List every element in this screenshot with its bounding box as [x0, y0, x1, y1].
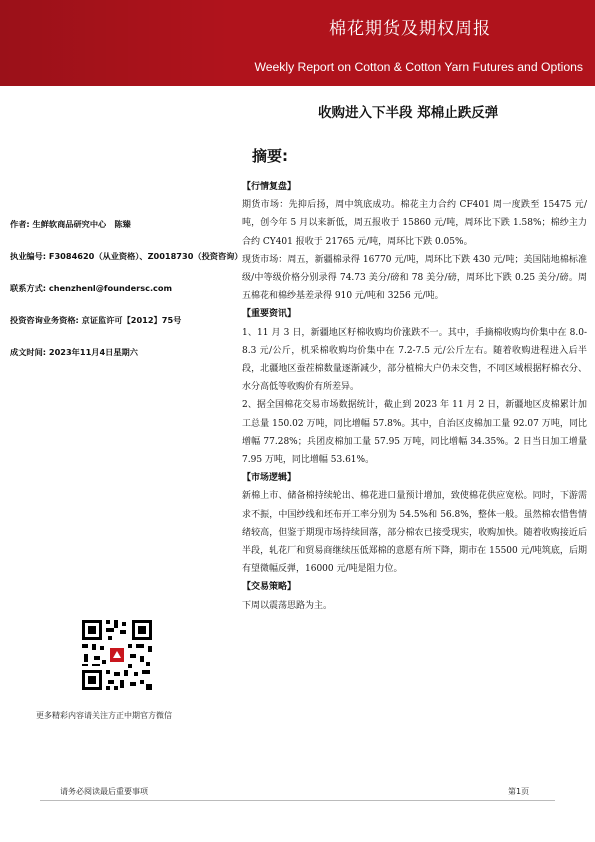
paragraph-trading-strategy: 下周以震荡思路为主。 [242, 600, 333, 611]
date-line: 成文时间: 2023年11月4日星期六 [10, 347, 138, 357]
footer-divider [40, 800, 555, 801]
license-line: 执业编号: F3084620（从业资格）、Z0018730（投资咨询） [10, 251, 243, 261]
qr-code-icon [80, 618, 154, 692]
qualification-line: 投资咨询业务资格: 京证监许可【2012】75号 [10, 315, 182, 325]
paragraph-market-logic: 新棉上市、储备棉持续轮出、棉花进口量预计增加，致使棉花供应宽松。同时，下游需求不振，中国纱线和坯布开工率分别为 54.5%和 56.8%，整体一般。虽然棉农惜售情绪较高，但鉴于期现市场持续回落，部分棉农已接受现实，收购加快。随着收购接近后半段，轧花厂和贸易商继续压低郑棉的意愿有所下降，期市在 15500 元/吨筑底，后期有望微幅反弹，16000 元/吨是阻力位。 [242, 491, 587, 575]
summary-heading: 摘要: [252, 147, 288, 165]
section-heading-market-review: 【行情复盘】 [242, 182, 297, 192]
section-heading-key-news: 【重要资讯】 [242, 309, 297, 320]
paragraph-spot-market: 现货市场：周五，新疆棉录得 16770 元/吨，周环比下跌 430 元/吨；美国陆地棉标准级/中等级价格分别录得 74.73 美分/磅和 78 美分/磅，周环比下跌 0.25 美分/磅。周五棉花和棉纱基差录得 910 元/吨和 3256 元/吨。 [242, 254, 587, 302]
paragraph-futures-market: 期货市场：先抑后扬，周中筑底成功。棉花主力合约 CF401 周一度跌至 15475 元/吨，创今年 5 月以来新低，周五报收于 15860 元/吨，周环比下跌 1.58%；棉纱主力合约 CY401 报收于 21765 元/吨，周环比下跌 0.05%。 [242, 200, 587, 247]
report-series-subtitle: Weekly Report on Cotton & Cotton Yarn Futures and Options [254, 60, 583, 74]
banner-shade [0, 0, 230, 86]
section-heading-market-logic: 【市场逻辑】 [242, 473, 297, 484]
footer-disclaimer: 请务必阅读最后重要事项 [60, 787, 148, 796]
header-banner [0, 0, 595, 86]
contact-line: 联系方式: chenzhenl@foundersc.com [10, 283, 173, 293]
paragraph-news-1: 1、11 月 3 日，新疆地区籽棉收购均价涨跌不一。其中，手摘棉收购均价集中在 8.0-8.3 元/公斤，机采棉收购均价集中在 7.2-7.5 元/公斤左右。随着收购进程进入后半段，北疆地区蚕茬棉数量逐渐减少，部分植棉大户仍未交售，不同区域根据籽棉衣分、水分高低等收购价有所差异。 [242, 327, 587, 393]
qr-caption: 更多精彩内容请关注方正中期官方微信 [36, 711, 172, 720]
report-title: 收购进入下半段 郑棉止跌反弹 [318, 105, 499, 121]
paragraph-news-2: 2、据全国棉花交易市场数据统计，截止到 2023 年 11 月 2 日，新疆地区皮棉累计加工总量 150.02 万吨，同比增幅 57.8%。其中，自治区皮棉加工量 92.07 万吨，同比增幅 77.28%；兵团皮棉加工量 57.95 万吨，同比增幅 34.35%。2 日当日加工增量 7.95 万吨，同比增幅 53.61%。 [242, 400, 587, 466]
report-series-title: 棉花期货及期权周报 [329, 19, 491, 39]
section-heading-trading-strategy: 【交易策略】 [242, 582, 297, 593]
author-line: 作者: 生鲜软商品研究中心 陈臻 [10, 219, 131, 229]
summary-body [242, 178, 587, 615]
wechat-qr-code [80, 618, 154, 692]
footer-page-number: 第1页 [508, 787, 530, 796]
